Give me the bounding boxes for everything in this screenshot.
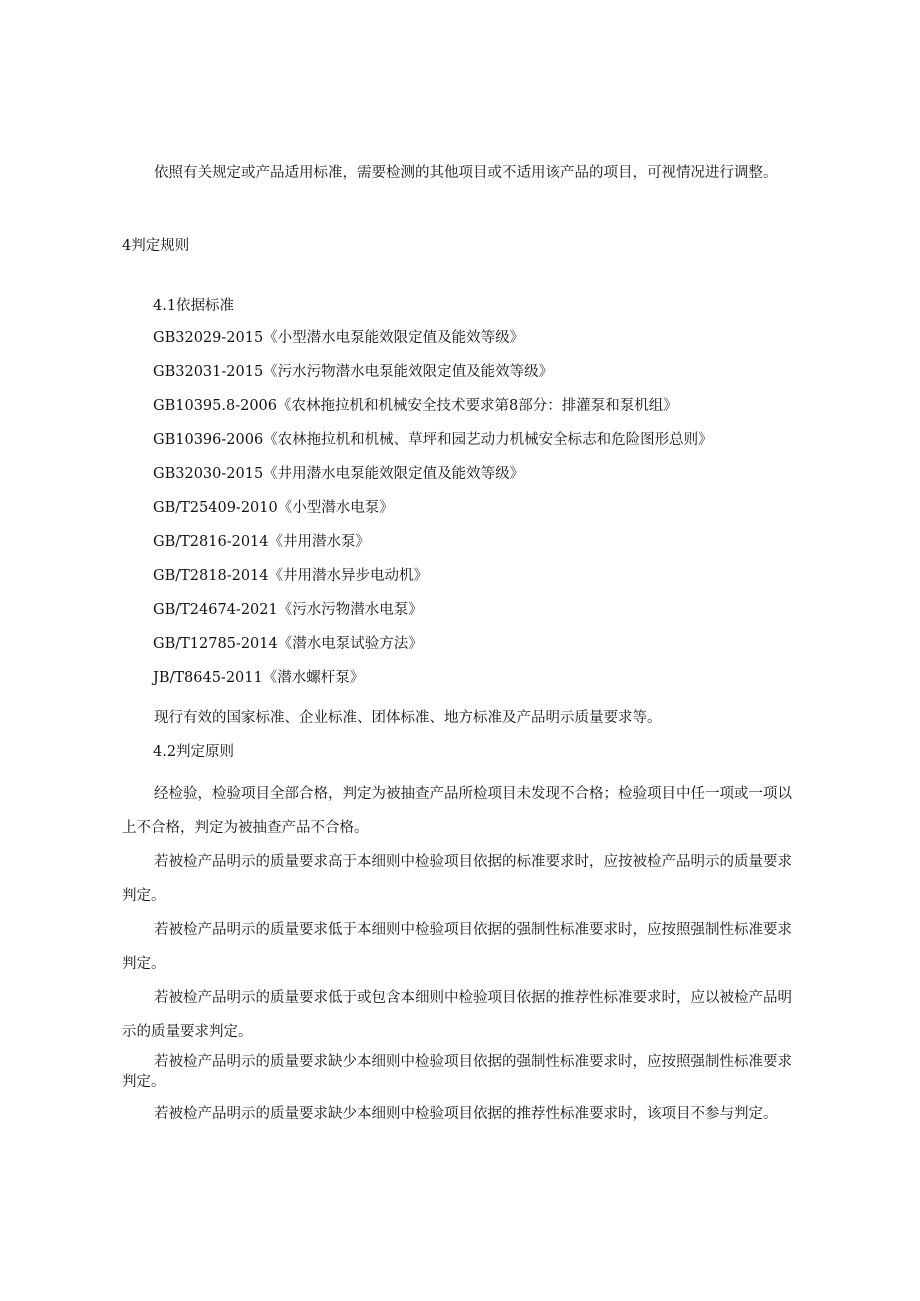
standard-item: GB32030-2015《井用潜水电泵能效限定值及能效等级》 (153, 466, 525, 482)
standard-item: GB32029-2015《小型潜水电泵能效限定值及能效等级》 (153, 330, 525, 346)
standard-item: JB/T8645-2011《潜水螺杆泵》 (153, 670, 365, 686)
standard-item: GB/T24674-2021《污水污物潜水电泵》 (153, 602, 423, 618)
principle-paragraph: 若被检产品明示的质量要求缺少本细则中检验项目依据的强制性标准要求时，应按照强制性标准要求判定。 (122, 1054, 792, 1090)
standard-item: GB/T2818-2014《井用潜水异步电动机》 (153, 568, 428, 584)
standard-item: GB10396-2006《农林拖拉机和机械、草坪和园艺动力机械安全标志和危险图形总则》 (153, 432, 713, 448)
principle-paragraph: 若被检产品明示的质量要求高于本细则中检验项目依据的标准要求时，应按被检产品明示的质量要求判定。 (122, 854, 792, 904)
subsection-principle-title: 4.2判定原则 (153, 744, 235, 760)
intro-paragraph: 依照有关规定或产品适用标准，需要检测的其他项目或不适用该产品的项目，可视情况进行调整。 (154, 165, 778, 181)
standard-item: GB/T2816-2014《井用潜水泵》 (153, 534, 370, 550)
standards-note: 现行有效的国家标准、企业标准、团体标准、地方标准及产品明示质量要求等。 (154, 710, 662, 726)
principle-paragraph: 若被检产品明示的质量要求缺少本细则中检验项目依据的推荐性标准要求时，该项目不参与判定。 (154, 1106, 778, 1122)
section-title: 4判定规则 (122, 238, 190, 254)
principle-paragraph: 若被检产品明示的质量要求低于本细则中检验项目依据的强制性标准要求时，应按照强制性标准要求判定。 (122, 922, 792, 972)
standard-item: GB32031-2015《污水污物潜水电泵能效限定值及能效等级》 (153, 364, 554, 380)
standard-item: GB/T12785-2014《潜水电泵试验方法》 (153, 636, 423, 652)
subsection-basis-title: 4.1依据标准 (153, 298, 235, 314)
principle-paragraph: 经检验，检验项目全部合格，判定为被抽查产品所检项目未发现不合格；检验项目中任一项或一项以上不合格，判定为被抽查产品不合格。 (122, 786, 792, 836)
principle-paragraph: 若被检产品明示的质量要求低于或包含本细则中检验项目依据的推荐性标准要求时，应以被检产品明示的质量要求判定。 (122, 990, 792, 1040)
standard-item: GB10395.8-2006《农林拖拉机和机械安全技术要求第8部分：排灌泵和泵机组》 (153, 398, 678, 414)
standard-item: GB/T25409-2010《小型潜水电泵》 (153, 500, 394, 516)
